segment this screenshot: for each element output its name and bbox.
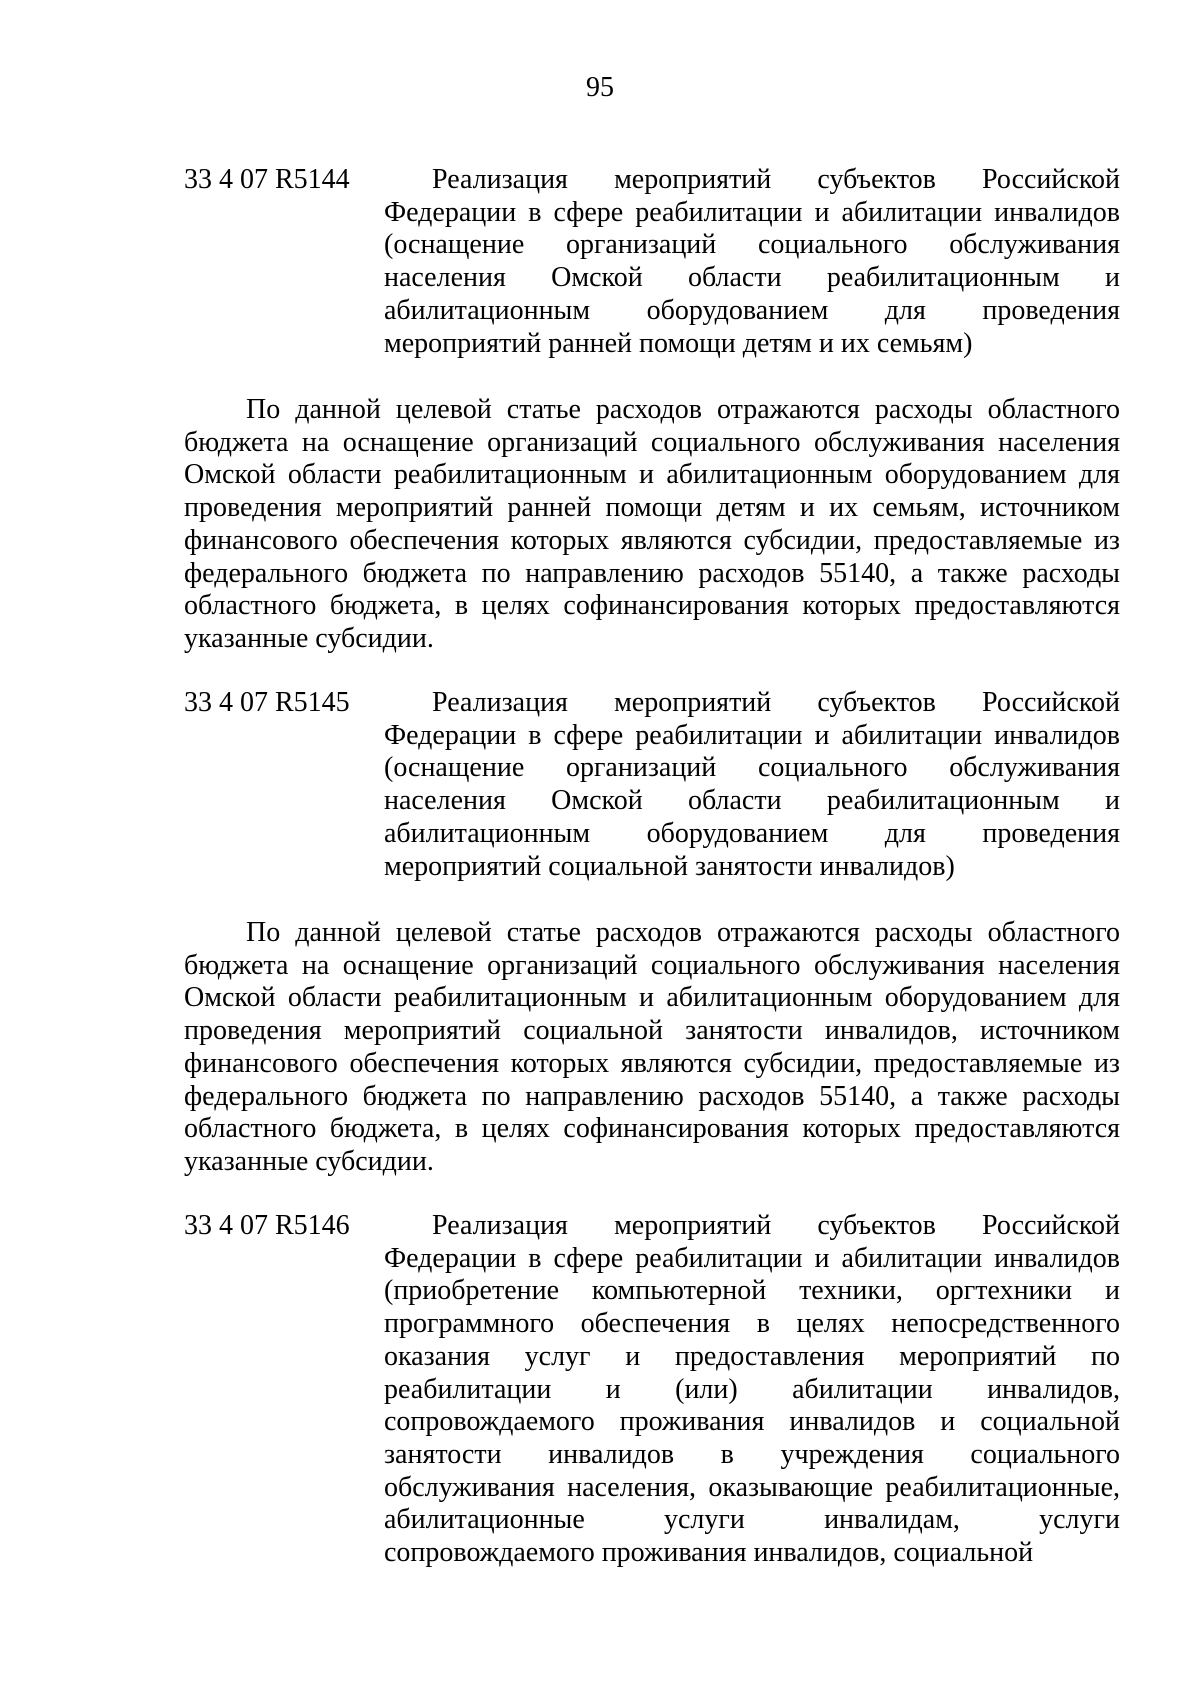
target-article-title: Реализация мероприятий субъектов Российской Федерации в сфере реабилитации и абилитации инвалидов (оснащение организаций социального обслуживания населения Омской области реабилитационным и абилитационным оборудованием для проведения мероприятий ранней помощи детям и их семьям)	[384, 164, 1120, 359]
target-article-title: Реализация мероприятий субъектов Российской Федерации в сфере реабилитации и абилитации инвалидов (оснащение организаций социального обслуживания населения Омской области реабилитационным и абилитационным оборудованием для проведения мероприятий социальной занятости инвалидов)	[384, 687, 1120, 882]
target-article-description: По данной целевой статье расходов отражаются расходы областного бюджета на оснащение организаций социального обслуживания населения Омской области реабилитационным и абилитационным оборудованием для проведения мероприятий социальной занятости инвалидов, источником финансового обеспечения которых являются субсидии, предоставляемые из федерального бюджета по направлению расходов 55140, а также расходы областного бюджета, в целях софинансирования которых предоставляются указанные субсидии.	[184, 917, 1120, 1177]
budget-entry	[184, 1210, 1120, 1570]
budget-entry	[184, 687, 1120, 883]
target-article-code: 33 4 07 R5144	[184, 164, 350, 195]
budget-entry	[184, 164, 1120, 360]
target-article-code: 33 4 07 R5145	[184, 687, 350, 718]
target-article-code: 33 4 07 R5146	[184, 1210, 350, 1241]
target-article-description: По данной целевой статье расходов отражаются расходы областного бюджета на оснащение организаций социального обслуживания населения Омской области реабилитационным и абилитационным оборудованием для проведения мероприятий ранней помощи детям и их семьям, источником финансового обеспечения которых являются субсидии, предоставляемые из федерального бюджета по направлению расходов 55140, а также расходы областного бюджета, в целях софинансирования которых предоставляются указанные субсидии.	[184, 394, 1120, 654]
page-number: 95	[586, 72, 614, 103]
target-article-title: Реализация мероприятий субъектов Российской Федерации в сфере реабилитации и абилитации инвалидов (приобретение компьютерной техники, оргтехники и программного обеспечения в целях непосредственного оказания услуг и предоставления мероприятий по реабилитации и (или) абилитации инвалидов, сопровождаемого проживания инвалидов и социальной занятости инвалидов в учреждения социального обслуживания населения, оказывающие реабилитационные, абилитационные услуги инвалидам, услуги сопровождаемого проживания инвалидов, социальной	[384, 1210, 1120, 1569]
